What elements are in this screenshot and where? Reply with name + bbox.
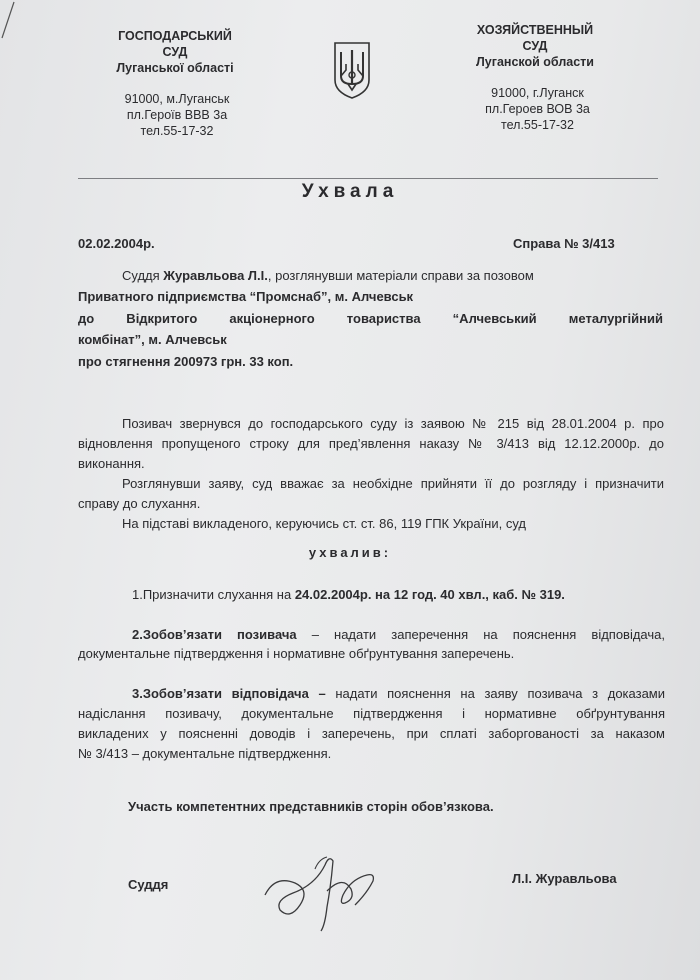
address-phone: тел.55-17-32 — [501, 118, 574, 132]
court-address-russian — [455, 85, 620, 133]
item-1-text: 1.Призначити слухання на — [132, 587, 295, 602]
header-divider — [78, 178, 658, 179]
item-3-line3: викладених у поясненні доводів і заперечень, при сплаті заборгованості за наказом — [78, 726, 665, 741]
item-3-line1 — [132, 685, 665, 702]
item-3-line2: надіслання позивачу, документальне підтвердження і нормативне обґрунтування — [78, 706, 665, 721]
handwritten-signature — [255, 845, 385, 935]
court-name-line1: ГОСПОДАРСЬКИЙ — [118, 29, 232, 43]
address-line1: 91000, м.Луганськ — [124, 92, 230, 106]
item-3-text: надати пояснення на заяву позивача з доказами — [325, 686, 666, 701]
petition-line3: виконання. — [78, 456, 145, 471]
intro-line1 — [122, 267, 534, 284]
judge-name: Журавльова Л.І. — [163, 268, 268, 283]
court-name-line1: ХОЗЯЙСТВЕННЫЙ — [476, 23, 594, 37]
consider-line2: справу до слухання. — [78, 496, 201, 511]
court-address-ukrainian — [92, 91, 262, 139]
court-region: Луганської області — [116, 61, 234, 75]
closing-statement: Участь компетентних представників сторін обов’язкова. — [128, 799, 494, 814]
item-2-heading: 2.Зобов’язати позивача — [132, 627, 297, 642]
item-2-line1 — [132, 626, 665, 643]
judge-signature-name: Л.І. Журавльова — [512, 871, 617, 886]
legal-basis-line: На підставі викладеного, керуючись ст. ст. 86, 119 ГПК України, суд — [122, 516, 526, 531]
court-name-line2: СУД — [522, 39, 548, 53]
trident-emblem-icon — [332, 40, 372, 100]
defendant-line1: до Відкритого акціонерного товариства “Алчевський металургійний — [78, 311, 663, 326]
petition-line2: відновлення пропущеного строку для пред’явлення наказу № 3/413 від 12.12.2000р. до — [78, 436, 664, 451]
intro-end: , розглянувши матеріали справи за позовом — [267, 268, 534, 283]
item-1 — [132, 586, 565, 603]
pen-mark — [0, 0, 30, 40]
item-2-text: – надати заперечення на пояснення відповідача, — [296, 627, 665, 642]
intro-start: Суддя — [122, 268, 164, 283]
item-3-line4: № 3/413 – документальне підтвердження. — [78, 746, 332, 761]
address-phone: тел.55-17-32 — [140, 124, 214, 138]
court-region: Луганской области — [476, 55, 594, 69]
defendant-line2: комбінат”, м. Алчевськ — [78, 332, 227, 347]
item-3-heading: 3.Зобов’язати відповідача – — [132, 686, 326, 701]
signature-role: Суддя — [128, 877, 169, 892]
claim-line: про стягнення 200973 грн. 33 коп. — [78, 354, 294, 369]
address-line2: пл.Героев ВОВ 3а — [485, 102, 590, 116]
consider-line1: Розглянувши заяву, суд вважає за необхідне прийняти її до розгляду і призначити — [122, 476, 664, 491]
court-header-ukrainian — [100, 28, 250, 76]
case-number: Справа № 3/413 — [513, 236, 615, 251]
plaintiff-line: Приватного підприємства “Промснаб”, м. Алчевськ — [78, 289, 414, 304]
item-2-line2: документальне підтвердження і нормативне обґрунтування заперечень. — [78, 646, 515, 661]
address-line2: пл.Героїв ВВВ 3а — [126, 108, 228, 122]
court-name-line2: СУД — [162, 45, 188, 59]
address-line1: 91000, г.Луганск — [491, 86, 584, 100]
document-title: Ухвала — [301, 181, 399, 202]
petition-line1: Позивач звернувся до господарського суду із заявою № 215 від 28.01.2004 р. про — [122, 416, 664, 431]
hearing-datetime: 24.02.2004р. на 12 год. 40 хвл., каб. № 319. — [294, 587, 565, 602]
resolution-heading: ухвалив: — [308, 545, 392, 560]
court-header-russian — [455, 22, 615, 70]
document-date: 02.02.2004р. — [78, 236, 155, 251]
